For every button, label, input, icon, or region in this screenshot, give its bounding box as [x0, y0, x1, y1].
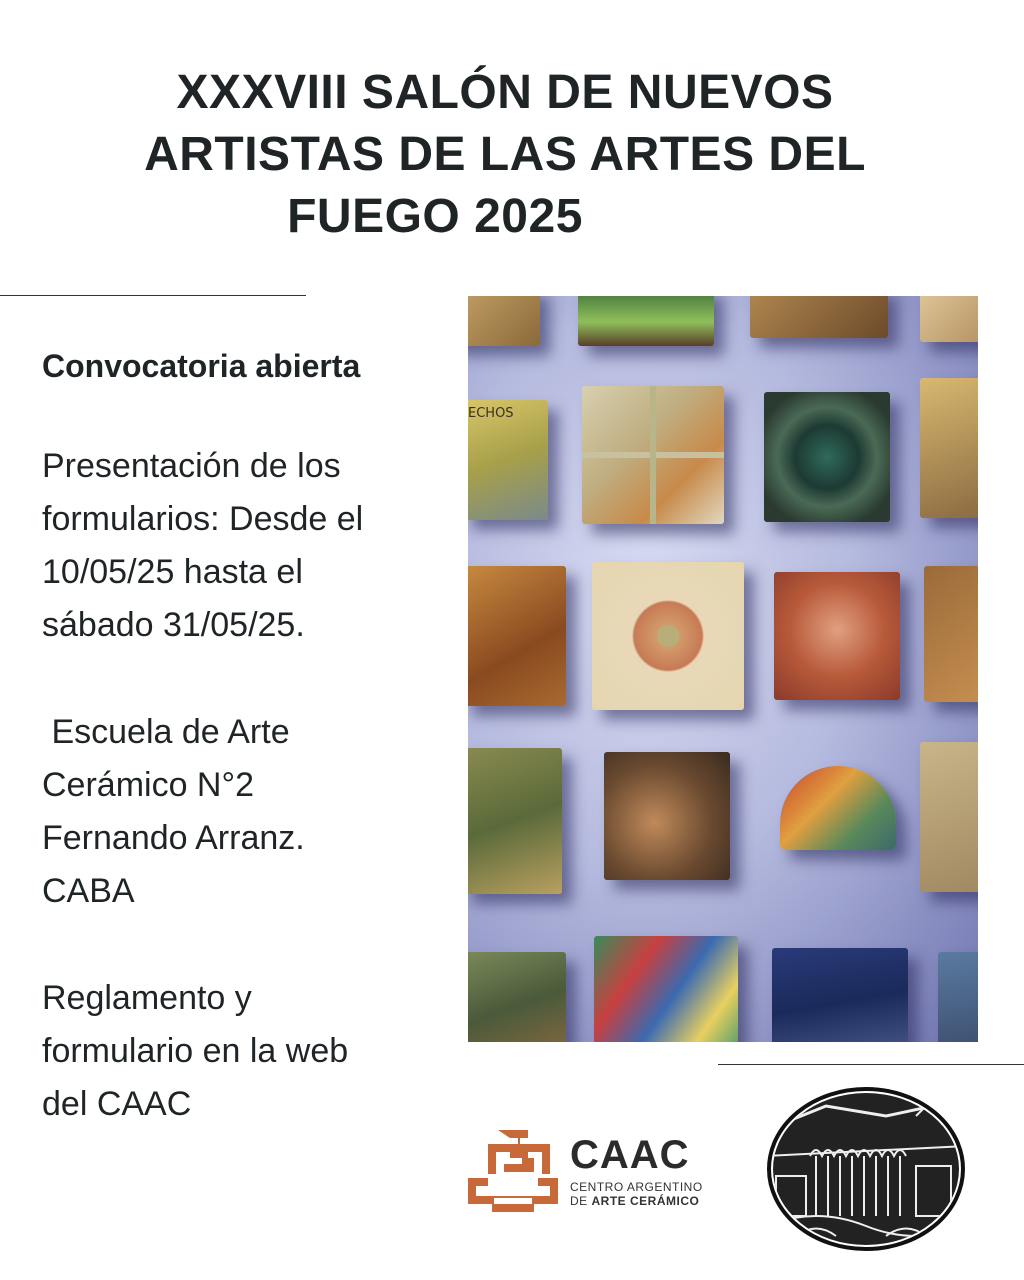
tile — [468, 748, 562, 894]
title-line-2: ARTISTAS DE LAS ARTES DEL — [144, 128, 866, 181]
tile — [578, 296, 714, 346]
tile — [468, 566, 566, 706]
title-line-3: FUEGO 2025 — [287, 190, 583, 243]
divider-left — [0, 295, 306, 296]
subtitle: Convocatoria abierta — [42, 348, 361, 384]
tile — [938, 952, 978, 1042]
caac-name: CAAC — [570, 1133, 690, 1177]
tile — [764, 392, 890, 522]
caac-logo — [468, 1130, 703, 1212]
school-seal-icon — [766, 1086, 966, 1252]
caac-emblem-icon — [468, 1130, 558, 1212]
caac-subtitle-1: CENTRO ARGENTINO — [570, 1180, 703, 1194]
page-title — [90, 62, 920, 248]
tile — [780, 766, 896, 850]
tile — [920, 378, 978, 518]
tile — [604, 752, 730, 880]
tile — [772, 948, 908, 1042]
divider-right — [718, 1064, 1024, 1065]
caac-subtitle-2-bold: ARTE CERÁMICO — [591, 1194, 700, 1208]
ceramic-tiles-photo — [468, 296, 978, 1042]
tile — [468, 296, 540, 346]
tile — [774, 572, 900, 700]
caac-subtitle-2 — [570, 1194, 699, 1208]
tile — [924, 566, 978, 702]
caac-subtitle-2-prefix: DE — [570, 1194, 592, 1208]
tile — [750, 296, 888, 338]
tile — [468, 952, 566, 1042]
tile-text: ECHOS — [468, 406, 514, 421]
presentation-dates-text: Presentación de los formularios: Desde el 10/05/25 hasta el sábado 31/05/25. — [42, 447, 364, 644]
regulations-text: Reglamento y formulario en la web del CAAC — [42, 979, 349, 1123]
school-location-text: Escuela de Arte Cerámico N°2 Fernando Arranz. CABA — [42, 713, 305, 910]
tile — [592, 562, 744, 710]
tile — [920, 742, 978, 892]
tile — [582, 386, 724, 524]
tile — [468, 400, 548, 520]
title-line-1: XXXVIII SALÓN DE NUEVOS — [176, 66, 834, 119]
tile — [594, 936, 738, 1042]
tile — [920, 296, 978, 342]
